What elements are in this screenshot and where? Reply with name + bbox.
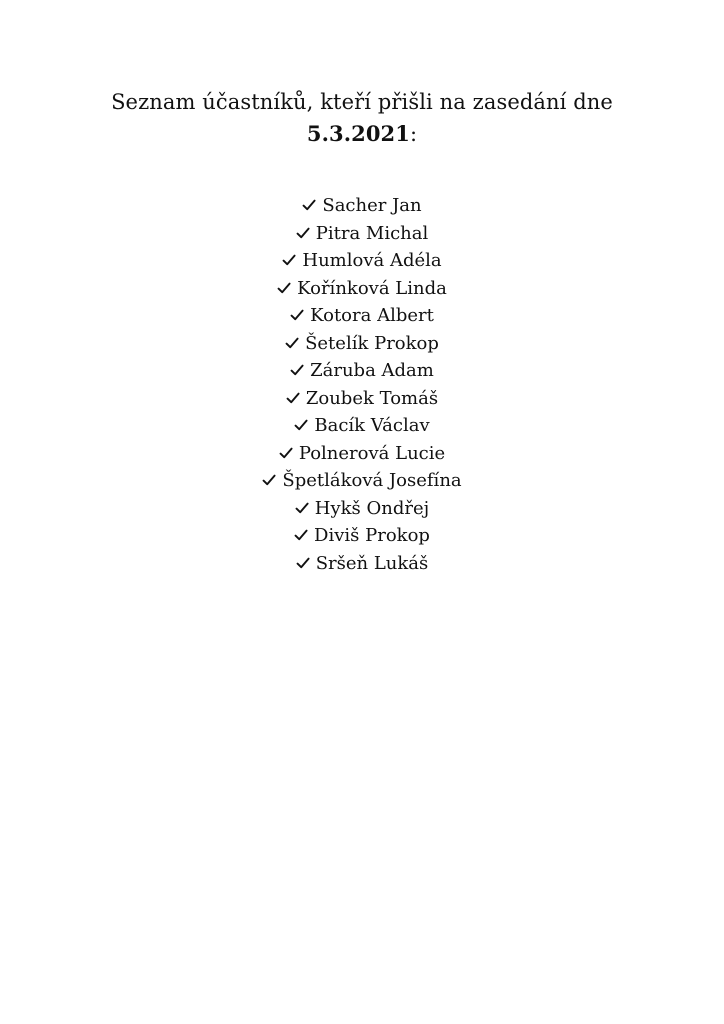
attendee-name: Šetelík Prokop xyxy=(305,332,439,354)
check-icon xyxy=(286,391,300,405)
attendee-name: Humlová Adéla xyxy=(302,250,442,271)
check-icon xyxy=(294,418,308,432)
check-icon xyxy=(294,528,308,542)
attendee-item xyxy=(0,467,724,495)
check-icon xyxy=(282,253,296,267)
attendee-name: Sacher Jan xyxy=(322,195,422,216)
check-icon xyxy=(262,473,276,487)
attendee-item xyxy=(0,192,724,220)
heading-text: Seznam účastníků, kteří přišli na zasedání dne xyxy=(111,90,613,114)
attendee-name: Diviš Prokop xyxy=(314,525,430,546)
heading-colon: : xyxy=(409,122,418,146)
attendee-item xyxy=(0,522,724,550)
attendee-name: Bacík Václav xyxy=(314,415,430,436)
check-icon xyxy=(295,501,309,515)
heading-date-line xyxy=(0,118,724,150)
attendee-name: Pitra Michal xyxy=(315,222,429,244)
attendee-item xyxy=(0,330,724,358)
check-icon xyxy=(285,336,299,350)
attendee-item xyxy=(0,220,724,248)
attendee-item xyxy=(0,550,724,578)
attendee-item xyxy=(0,495,724,523)
attendee-item xyxy=(0,275,724,303)
check-icon xyxy=(277,281,291,295)
check-icon xyxy=(296,556,310,570)
attendee-name: Špetláková Josefína xyxy=(282,470,462,491)
check-icon xyxy=(302,198,316,212)
attendee-item xyxy=(0,357,724,385)
attendee-list xyxy=(0,192,724,577)
attendee-item xyxy=(0,385,724,413)
check-icon xyxy=(290,363,304,377)
meeting-date: 5.3.2021 xyxy=(306,121,410,146)
attendee-name: Záruba Adam xyxy=(310,360,434,381)
check-icon xyxy=(279,446,293,460)
document-heading xyxy=(0,86,724,150)
attendee-item xyxy=(0,302,724,330)
check-icon xyxy=(290,308,304,322)
check-icon xyxy=(296,226,310,240)
attendee-item xyxy=(0,247,724,275)
attendee-name: Kotora Albert xyxy=(310,305,434,326)
attendee-name: Kořínková Linda xyxy=(297,277,447,299)
attendee-name: Hykš Ondřej xyxy=(314,497,430,519)
attendee-name: Polnerová Lucie xyxy=(298,442,446,464)
attendee-name: Zoubek Tomáš xyxy=(305,387,439,409)
attendee-item xyxy=(0,440,724,468)
attendee-item xyxy=(0,412,724,440)
attendee-name: Sršeň Lukáš xyxy=(315,552,429,574)
